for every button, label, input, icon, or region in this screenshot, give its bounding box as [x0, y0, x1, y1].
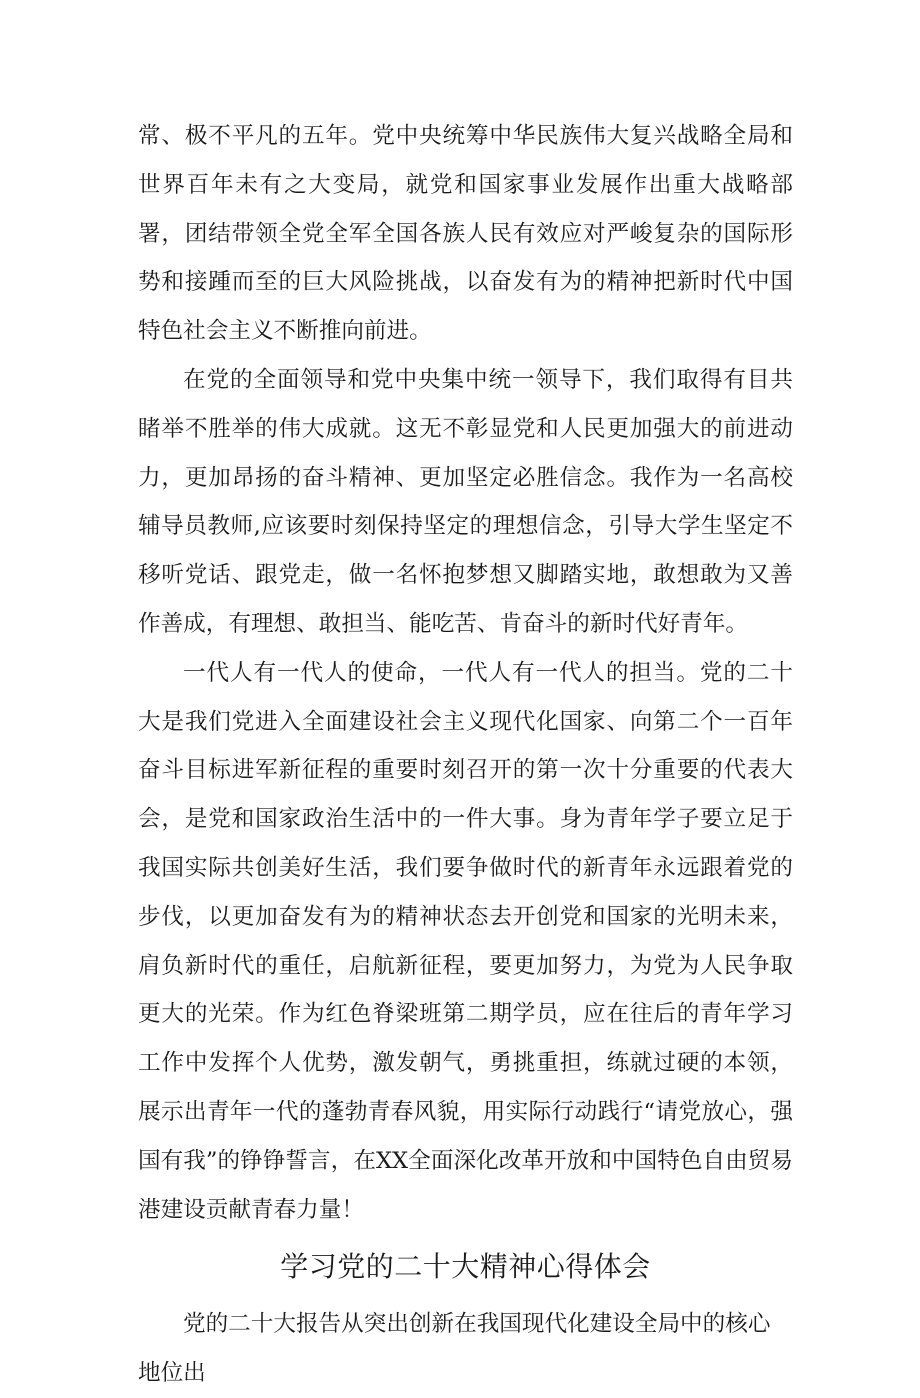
paragraph-1: 常、极不平凡的五年。党中央统筹中华民族伟大复兴战略全局和世界百年未有之大变局，就党和国家事业发展作出重大战略部署，团结带领全党全军全国各族人民有效应对严峻复杂的国际形势和接踵而至的巨大风险挑战，以奋发有为的精神把新时代中国特色社会主义不断推向前进。 — [138, 123, 793, 345]
section-heading: 学习党的二十大精神心得体会 — [280, 1250, 651, 1284]
paragraph-2: 在党的全面领导和党中央集中统一领导下，我们取得有目共睹举不胜举的伟大成就。这无不彰显党和人民更加强大的前进动力，更加昂扬的奋斗精神、更加坚定必胜信念。我作为一名高校辅导员教师,应该要时刻保持坚定的理想信念，引导大学生坚定不移听党话、跟党走，做一名怀抱梦想又脚踏实地，敢想敢为又善作善成，有理想、敢担当、能吃苦、肯奋斗的新时代好青年。 — [138, 366, 793, 637]
document-page — [138, 112, 793, 1398]
paragraph-3: 一代人有一代人的使命，一代人有一代人的担当。党的二十大是我们党进入全面建设社会主义现代化国家、向第二个一百年奋斗目标进军新征程的重要时刻召开的第一次十分重要的代表大会，是党和国家政治生活中的一件大事。身为青年学子要立足于我国实际共创美好生活，我们要争做时代的新青年永远跟着党的步伐，以更加奋发有为的精神状态去开创党和国家的光明未来，肩负新时代的重任，启航新征程，要更加努力，为党为人民争取更大的光荣。作为红色脊梁班第二期学员，应在往后的青年学习工作中发挥个人优势，激发朝气，勇挑重担，练就过硬的本领，展示出青年一代的蓬勃青春风貌，用实际行动践行“请党放心，强国有我”的铮铮誓言，在XX全面深化改革开放和中国特色自由贸易港建设贡献青春力量！ — [138, 659, 793, 1223]
paragraph-4: 党的二十大报告从突出创新在我国现代化建设全局中的核心地位出 — [138, 1311, 771, 1387]
